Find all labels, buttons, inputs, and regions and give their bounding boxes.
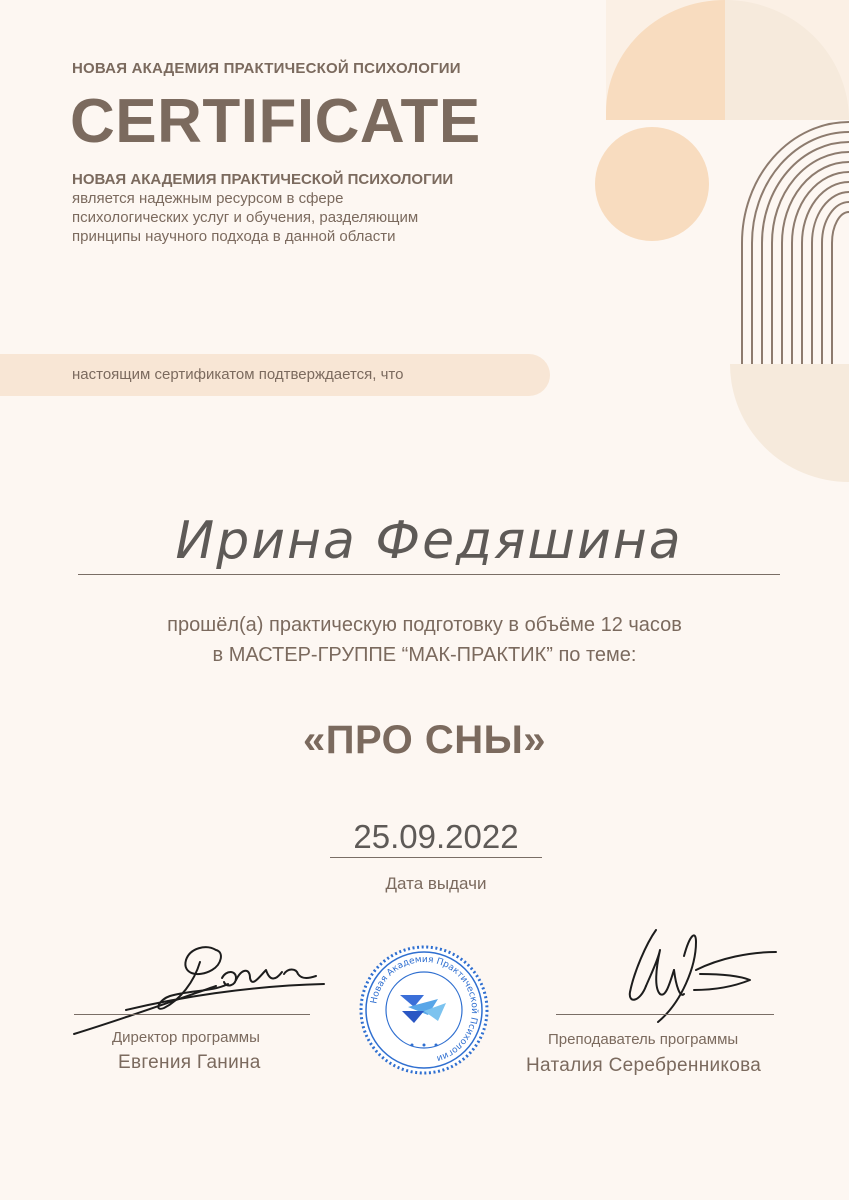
completion-line-1: прошёл(а) практическую подготовку в объёме 12 часов xyxy=(167,614,682,636)
recipient-name: Ирина Федяшина xyxy=(175,511,683,571)
director-signature xyxy=(66,938,336,1038)
description-line: является надежным ресурсом в сфере xyxy=(72,190,344,207)
teacher-role: Преподаватель программы xyxy=(548,1031,739,1048)
certificate-title: CERTIFICATE xyxy=(70,87,481,156)
completion-line-2: в МАСТЕР-ГРУППЕ “МАК-ПРАКТИК” по теме: xyxy=(212,644,637,666)
seal-text: Новая Академия Практической Психологии xyxy=(369,954,480,1064)
academy-seal xyxy=(358,945,490,1075)
teacher-signature-line xyxy=(556,1014,774,1015)
confirmation-text: настоящим сертификатом подтверждается, что xyxy=(72,366,404,383)
issue-date: 25.09.2022 xyxy=(353,818,519,855)
organization-description xyxy=(72,170,532,246)
director-name: Евгения Ганина xyxy=(118,1052,261,1073)
issue-date-underline xyxy=(330,857,542,858)
recipient-underline xyxy=(78,574,780,575)
description-line: психологических услуг и обучения, разделяющим xyxy=(72,209,419,226)
description-line: принципы научного подхода в данной области xyxy=(72,228,396,245)
course-title: «ПРО СНЫ» xyxy=(302,718,547,762)
director-role: Директор программы xyxy=(112,1029,260,1046)
organization-name: НОВАЯ АКАДЕМИЯ ПРАКТИЧЕСКОЙ ПСИХОЛОГИИ xyxy=(72,60,461,77)
teacher-name: Наталия Серебренникова xyxy=(526,1055,762,1076)
description-organization: НОВАЯ АКАДЕМИЯ ПРАКТИЧЕСКОЙ ПСИХОЛОГИИ xyxy=(72,171,454,188)
director-signature-line xyxy=(74,1014,310,1015)
issue-date-label: Дата выдачи xyxy=(385,874,487,893)
